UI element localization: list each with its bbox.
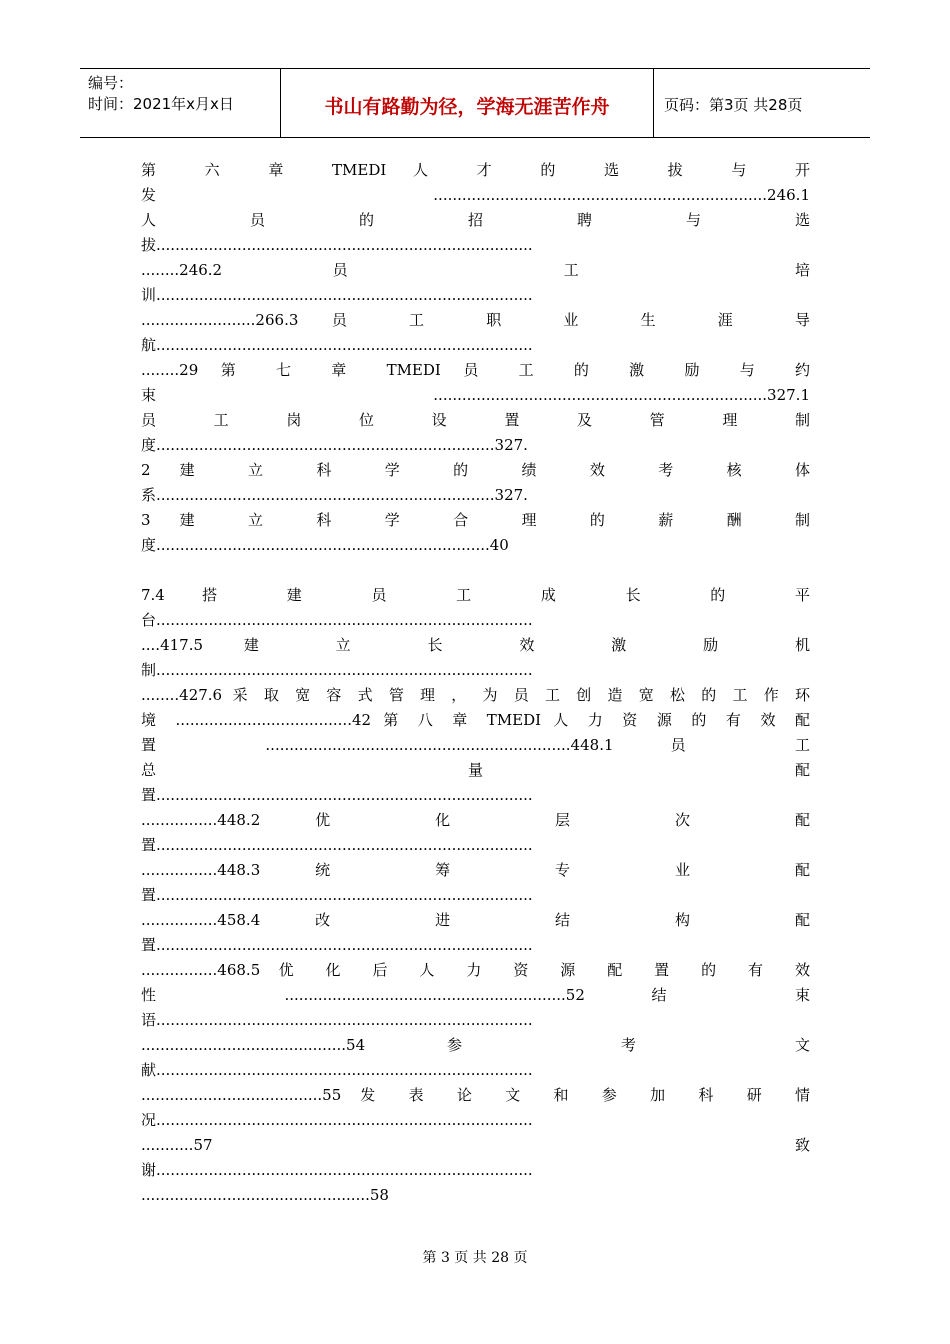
document-time-label: 时间：2021年x月x日: [88, 95, 234, 113]
toc-line: 境 .....................................42 第 八 章 TMEDI 人 力 资 源 的 有 效 配: [141, 711, 810, 729]
toc-line: 性 ...........................................................52 结 束: [141, 986, 810, 1004]
toc-line: 发 ......................................................................246.1: [141, 186, 810, 204]
toc-line: ...........................................54 参 考 文: [141, 1036, 810, 1054]
toc-line: 训...............................................................................: [141, 286, 533, 304]
toc-line: 谢...............................................................................: [141, 1161, 533, 1179]
toc-line: 2 建 立 科 学 的 绩 效 考 核 体: [141, 461, 810, 479]
toc-line: ................448.2 优 化 层 次 配: [141, 811, 810, 829]
toc-line: 拔...............................................................................: [141, 236, 533, 254]
toc-line: 台...............................................................................: [141, 611, 533, 629]
toc-line: ....417.5 建 立 长 效 激 励 机: [141, 636, 810, 654]
toc-line: 置...............................................................................: [141, 886, 533, 904]
toc-line: 度.......................................................................327.: [141, 436, 528, 454]
toc-line: 系.......................................................................327.: [141, 486, 528, 504]
toc-line: 置...............................................................................: [141, 836, 533, 854]
toc-line: 束 ......................................................................327.1: [141, 386, 810, 404]
toc-line: ........................266.3 员 工 职 业 生 涯 导: [141, 311, 810, 329]
header-page-code: 页码：第3页 共28页: [664, 96, 803, 114]
toc-line: 第 六 章 TMEDI 人 才 的 选 拔 与 开: [141, 161, 810, 179]
toc-line: 制...............................................................................: [141, 661, 533, 679]
toc-line: ........246.2 员 工 培: [141, 261, 810, 279]
toc-line: 员 工 岗 位 设 置 及 管 理 制: [141, 411, 810, 429]
header-meta-cell: [80, 69, 281, 137]
toc-line: ................468.5 优 化 后 人 力 资 源 配 置 的 有 效: [141, 961, 810, 979]
toc-line: 置 ................................................................448.1 员 工: [141, 736, 810, 754]
toc-line: ......................................55 发 表 论 文 和 参 加 科 研 情: [141, 1086, 810, 1104]
page-footer: 第 3 页 共 28 页: [422, 1250, 528, 1266]
toc-line: 置...............................................................................: [141, 786, 533, 804]
table-of-contents: [141, 158, 810, 1208]
toc-line: ........427.6 采 取 宽 容 式 管 理 ， 为 员 工 创 造 宽 松 的 工 作 环: [141, 686, 810, 704]
toc-line: 总 量 配: [141, 761, 810, 779]
toc-line: ................................................58: [141, 1186, 389, 1204]
header-motto: 书山有路勤为径，学海无涯苦作舟: [324, 96, 610, 118]
toc-line: ................458.4 改 进 结 构 配: [141, 911, 810, 929]
toc-line: ........29 第 七 章 TMEDI 员 工 的 激 励 与 约: [141, 361, 810, 379]
toc-line: 语...............................................................................: [141, 1011, 533, 1029]
toc-line: 航...............................................................................: [141, 336, 533, 354]
toc-line: 献...............................................................................: [141, 1061, 533, 1079]
header-motto-cell: [281, 69, 654, 137]
toc-line: 3 建 立 科 学 合 理 的 薪 酬 制: [141, 511, 810, 529]
header-page-cell: [654, 69, 870, 137]
toc-line: 人 员 的 招 聘 与 选: [141, 211, 810, 229]
document-number-label: 编号：: [88, 74, 134, 92]
toc-line: ................448.3 统 筹 专 业 配: [141, 861, 810, 879]
toc-line: [141, 558, 810, 583]
toc-line: 置...............................................................................: [141, 936, 533, 954]
toc-line: 况...............................................................................: [141, 1111, 533, 1129]
toc-line: ...........57 致: [141, 1136, 810, 1154]
page-header: [80, 68, 870, 138]
toc-line: 度......................................................................40: [141, 536, 509, 554]
toc-line: 7.4 搭 建 员 工 成 长 的 平: [141, 586, 810, 604]
